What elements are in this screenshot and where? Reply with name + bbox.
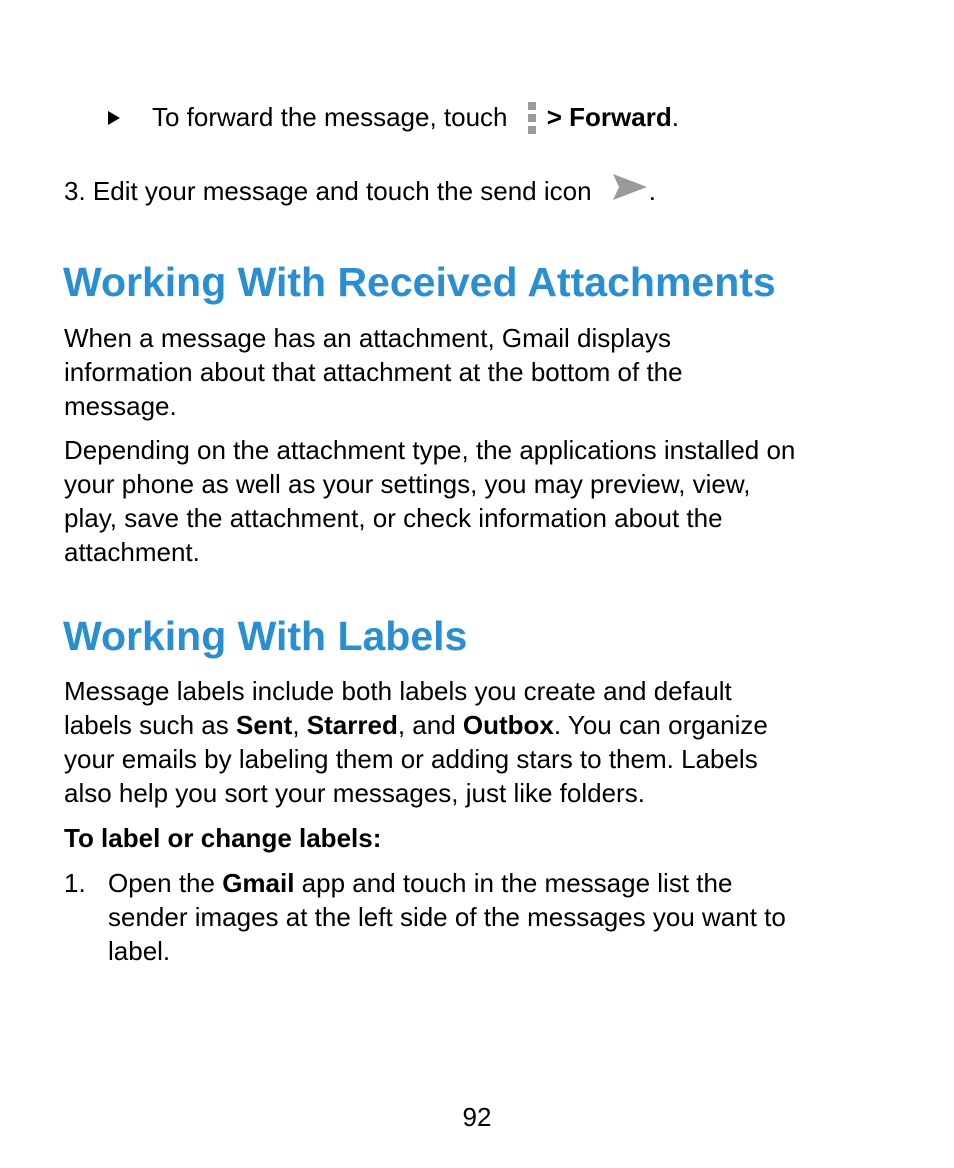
section-title-labels: Working With Labels bbox=[63, 613, 468, 659]
send-icon bbox=[613, 172, 649, 202]
step-3-period: . bbox=[648, 176, 657, 206]
step-line: label. bbox=[108, 936, 171, 966]
paragraph-line: Message labels include both labels you create and default bbox=[64, 676, 732, 706]
step-line bbox=[108, 866, 786, 900]
text-run: . You can organize bbox=[553, 710, 768, 740]
paragraph-line: When a message has an attachment, Gmail displays bbox=[64, 323, 671, 353]
subheading-label-instructions: To label or change labels: bbox=[64, 823, 382, 853]
labels-paragraph bbox=[64, 674, 768, 810]
text-run: , bbox=[292, 710, 307, 740]
attachments-paragraph-1 bbox=[64, 321, 683, 423]
paragraph-line: attachment. bbox=[64, 537, 200, 567]
paragraph-line bbox=[64, 708, 768, 742]
step-1-number: 1. bbox=[64, 868, 86, 898]
step-3-text: 3. Edit your message and touch the send icon bbox=[64, 176, 592, 206]
label-starred: Starred bbox=[306, 710, 398, 740]
section-title-attachments: Working With Received Attachments bbox=[63, 259, 776, 305]
paragraph-line: Depending on the attachment type, the applications installed on bbox=[64, 435, 796, 465]
gmail-app-name: Gmail bbox=[222, 868, 295, 898]
text-run: labels such as bbox=[64, 710, 236, 740]
label-sent: Sent bbox=[235, 710, 293, 740]
step-3 bbox=[64, 172, 656, 208]
paragraph-line: message. bbox=[64, 391, 177, 421]
paragraph-line: your phone as well as your settings, you may preview, view, bbox=[64, 469, 751, 499]
page-number: 92 bbox=[462, 1102, 492, 1132]
forward-label: > Forward bbox=[546, 102, 672, 132]
forward-text: To forward the message, touch bbox=[152, 102, 508, 132]
paragraph-line: information about that attachment at the bottom of the bbox=[64, 357, 683, 387]
forward-instruction bbox=[152, 100, 679, 134]
label-outbox: Outbox bbox=[462, 710, 554, 740]
text-run: Open the bbox=[108, 868, 223, 898]
overflow-menu-icon bbox=[527, 102, 537, 134]
paragraph-line: your emails by labeling them or adding stars to them. Labels bbox=[64, 744, 758, 774]
paragraph-line: also help you sort your messages, just like folders. bbox=[64, 778, 645, 808]
forward-period: . bbox=[671, 102, 679, 132]
step-1 bbox=[108, 866, 786, 968]
attachments-paragraph-2 bbox=[64, 433, 795, 569]
paragraph-line: play, save the attachment, or check information about the bbox=[64, 503, 723, 533]
text-run: , and bbox=[397, 710, 463, 740]
step-line: sender images at the left side of the messages you want to bbox=[108, 902, 786, 932]
text-run: app and touch in the message list the bbox=[294, 868, 733, 898]
bullet-arrow-icon bbox=[108, 111, 120, 125]
